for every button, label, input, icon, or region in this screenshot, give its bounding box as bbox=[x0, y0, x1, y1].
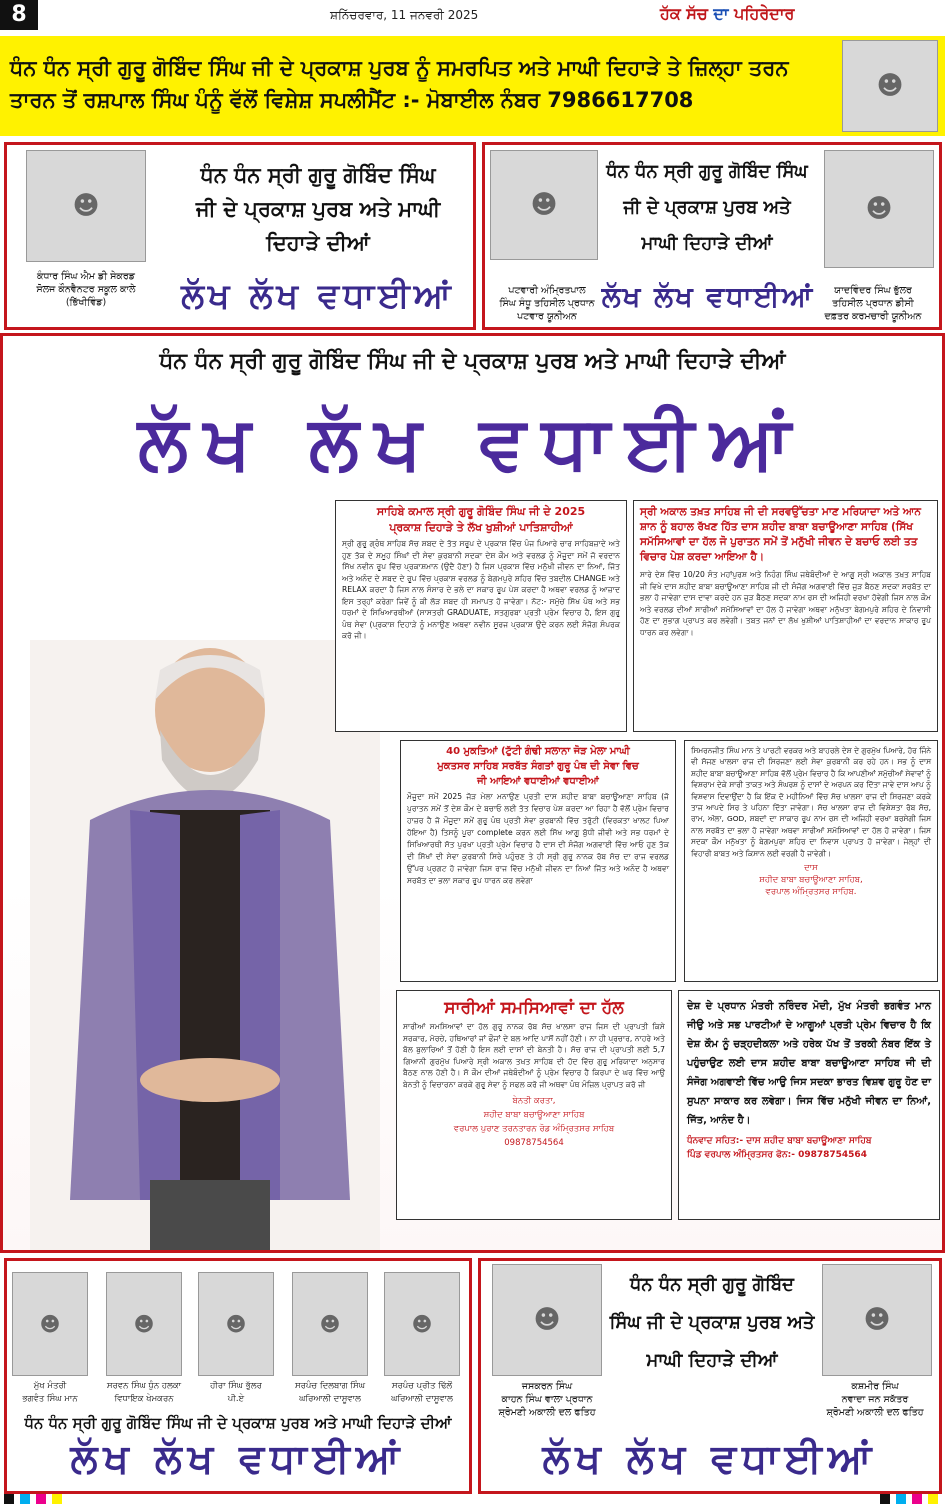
article-5-signature bbox=[403, 1094, 665, 1150]
article-1-title-line: ਸਾਹਿਬੇ ਕਮਾਲ ਸ੍ਰੀ ਗੁਰੂ ਗੋਬਿੰਦ ਸਿੰਘ ਜੀ ਦੇ 2025 bbox=[376, 505, 586, 518]
bottom-left-caption-line: ਵਿਧਾਇਕ ਖੇਮਕਰਨ bbox=[114, 1394, 174, 1404]
article-5 bbox=[396, 990, 672, 1220]
bottom-left-caption-line: ਪੀ.ਏ bbox=[227, 1394, 245, 1404]
bottom-right-headline-line: ਮਾਘੀ ਦਿਹਾੜੇ ਦੀਆਂ bbox=[646, 1350, 778, 1371]
bottom-left-photo: ☻ bbox=[106, 1272, 182, 1376]
bottom-right-caption-line: ਕਸ਼ਮੀਰ ਸਿੰਘ bbox=[851, 1381, 899, 1392]
registration-mark bbox=[4, 1494, 14, 1504]
bottom-left-caption bbox=[376, 1380, 468, 1406]
article-4-signature bbox=[691, 862, 931, 898]
registration-mark bbox=[36, 1494, 46, 1504]
ad-left-headline-line: ਜੀ ਦੇ ਪ੍ਰਕਾਸ਼ ਪੁਰਬ ਅਤੇ ਮਾਘੀ bbox=[195, 197, 441, 221]
ad-right-caption-line: ਪਟਵਾਰੀ ਅੰਮ੍ਰਿਤਪਾਲ bbox=[508, 285, 586, 296]
bottom-right-caption-line: ਕਾਹਨ ਸਿੰਘ ਵਾਲਾ ਪ੍ਰਧਾਨ bbox=[501, 1394, 593, 1405]
ad-right-caption-line: ਪਟਵਾਰ ਯੂਨੀਅਨ bbox=[517, 311, 577, 322]
bottom-left-photo: ☻ bbox=[384, 1272, 460, 1376]
article-4-signature-line: ਵਰਪਾਲ ਅੰਮ੍ਰਿਤਸਰ ਸਾਹਿਬ. bbox=[765, 887, 857, 898]
article-4-signature-line: ਦਾਸ bbox=[804, 863, 818, 874]
article-5-title: ਸਾਰੀਆਂ ਸਮਸਿਆਵਾਂ ਦਾ ਹੱਲ bbox=[444, 998, 624, 1018]
bottom-right-photo-right: ☻ bbox=[822, 1264, 932, 1376]
issue-date: ਸ਼ਨਿੱਚਰਵਾਰ, 11 ਜਨਵਰੀ 2025 bbox=[330, 8, 479, 22]
article-4-signature-line: ਸ਼ਹੀਦ ਬਾਬਾ ਬਚਾਊਆਣਾ ਸਾਹਿਬ, bbox=[759, 875, 863, 886]
bottom-left-caption bbox=[284, 1380, 376, 1406]
article-6-signature bbox=[687, 1134, 931, 1162]
bottom-left-caption-line: ਸਰਪੰਚ ਪ੍ਰੀਤ ਢਿੱਲੋਂ bbox=[391, 1381, 453, 1391]
article-1-title-line: ਪ੍ਰਕਾਸ਼ ਦਿਹਾੜੇ ਤੇ ਲੱਖ ਖੁਸ਼ੀਆਂ ਪਾਤਿਸ਼ਾਹੀਆਂ bbox=[389, 521, 573, 534]
ad-right-headline-line: ਧੰਨ ਧੰਨ ਸ੍ਰੀ ਗੁਰੂ ਗੋਬਿੰਦ ਸਿੰਘ bbox=[606, 161, 808, 182]
article-6-signature-line: ਧੰਨਵਾਦ ਸਹਿਤ:- ਦਾਸ ਸ਼ਹੀਦ ਬਾਬਾ ਬਚਾਊਆਣਾ ਸਾਹਿਬ bbox=[687, 1136, 872, 1146]
article-1 bbox=[335, 500, 627, 732]
ad-left-headline bbox=[168, 158, 468, 260]
article-4 bbox=[684, 740, 938, 982]
masthead-part-3: ਪਹਿਰੇਦਾਰ bbox=[734, 4, 795, 23]
main-portrait-photo bbox=[30, 640, 380, 1250]
registration-mark bbox=[880, 1494, 890, 1504]
bottom-left-caption-line: ਸਰਪੰਚ ਦਿਲਬਾਗ ਸਿੰਘ bbox=[294, 1381, 366, 1391]
article-5-signature-line: ਬੇਨਤੀ ਕਰਤਾ, bbox=[512, 1096, 556, 1106]
article-5-signature-line: 09878754564 bbox=[504, 1138, 564, 1148]
bottom-right-caption-left bbox=[480, 1380, 614, 1419]
ad-right-photo-left: ☻ bbox=[490, 150, 598, 260]
bottom-left-caption-line: ਮੁੱਖ ਮੰਤਰੀ bbox=[33, 1381, 67, 1391]
article-3-title-line: 40 ਮੁਕਤਿਆਂ (ਟੁੱਟੀ ਗੰਢੀ ਸਲਾਨਾ ਜੋੜ ਮੇਲਾ ਮਾਘੀ bbox=[446, 746, 630, 757]
masthead bbox=[660, 4, 794, 24]
bottom-left-caption bbox=[190, 1380, 282, 1406]
ad-right-headline-line: ਮਾਘੀ ਦਿਹਾੜੇ ਦੀਆਂ bbox=[641, 233, 773, 254]
bottom-right-caption-line: ਜਸਕਰਨ ਸਿੰਘ bbox=[521, 1381, 573, 1392]
ad-left-wish: ਲੱਖ ਲੱਖ ਵਧਾਈਆਂ bbox=[181, 276, 455, 316]
bottom-right-caption-right bbox=[808, 1380, 942, 1419]
bottom-left-caption-line: ਭਗਵੰਤ ਸਿੰਘ ਮਾਨ bbox=[22, 1394, 78, 1404]
ad-right-caption-line: ਸਿੰਘ ਸੰਧੂ ਤਹਿਸੀਲ ਪ੍ਰਧਾਨ bbox=[499, 298, 595, 309]
article-5-body: ਸਾਰੀਆਂ ਸਮਸਿਆਵਾਂ ਦਾ ਹੱਲ ਗੁਰੂ ਨਾਨਕ ਰੱਬ ਸੱਚ ਖਾਲਸਾ ਰਾਜ ਜਿਸ ਦੀ ਪ੍ਰਾਪਤੀ ਕਿਸੇ ਸਰਕਾਰ, ਮੋਰਚੇ, ਹਥਿਆਰਾਂ ਜਾਂ ਫੌਜਾਂ ਦੇ ਬਲ ਆਦਿ ਪਾਸੋਂ ਨਹੀਂ ਹੋਣੀ। ਨਾ ਹੀ ਪ੍ਰਚਾਰ, ਨਾਹਰੇ ਅਤੇ ਬੋਲ ਬੁਲਾਰਿਆਂ ਤੋਂ ਹੋਣੀ ਹੈ ਇਸ ਲਈ ਦਾਸਾਂ ਦੀ ਬੇਨਤੀ ਹੈ। ਸੱਚ ਰਾਜ ਦੀ ਪ੍ਰਾਪਤੀ ਲਈ 5,7 ਗਿਆਨੀ ਗੁਰਮੁੱਖ ਪਿਆਰੇ ਸ੍ਰੀ ਅਕਾਲ ਤਖ਼ਤ ਸਾਹਿਬ ਦੀ ਹੱਦ ਵਿੱਚ ਗੁਰੂ ਮਰਿਯਾਦਾ ਅਨੁਸਾਰ ਬੈਠਣ ਨਾਲ ਹੋਣੀ ਹੈ। ਸੋ ਕੌਮ ਦੀਆਂ ਜਥੇਬੰਦੀਆਂ ਨੂੰ ਪ੍ਰੇਮ ਵਿਚਾਰ ਹੈ ਕਿਰਪਾ ਦੇ ਘਰ ਵਿੱਚ ਆਉ ਬੇਨਤੀ ਨੂੰ ਵਿਚਾਰਨਾ ਕਰਕੇ ਗੁਰੂ ਸੇਵਾ ਨੂੰ ਸਫਲ ਕਰੋ ਜੀ ਅਥਵਾ ਪੰਥ ਮੰਜ਼ਿਲ ਪ੍ਰਾਪਤ ਕਰੋ ਜੀ bbox=[403, 1022, 665, 1089]
registration-mark bbox=[20, 1494, 30, 1504]
article-2-body: ਸਾਰੇ ਦੇਸ਼ ਵਿੱਚ 10/20 ਸੰਤ ਮਹਾਂਪੁਰਸ਼ ਅਤੇ ਨਿਹੰਗ ਸਿੰਘ ਜਥੇਬੰਦੀਆਂ ਦੇ ਆਗੂ ਸ੍ਰੀ ਅਕਾਲ ਤਖ਼ਤ ਸਾਹਿਬ ਜੀ ਵਿਖੇ ਦਾਸ ਸ਼ਹੀਦ ਬਾਬਾ ਬਚਾਊਆਣਾ ਸਾਹਿਬ ਜੀ ਦੀ ਸੰਜੋਗ ਅਗਵਾਈ ਵਿੱਚ ਜੁੜ ਬੈਠਣ ਸਦਕਾ ਸਰਬੱਤ ਦਾ ਭਲਾ ਹੋ ਜਾਵੇਗਾ ਦਾਸ ਦਾਵਾ ਕਰਦੇ ਹਨ ਜੁੜ ਬੈਠਣ ਸਦਕਾ ਨਾਮ ਰਸ ਦੀ ਅਜਿਹੀ ਵਰਖਾ ਹੋਵੇਗੀ ਜਿਸ ਨਾਲ ਕੌਮ ਅਤੇ ਵਰਲਡ ਦੀਆਂ ਸਾਰੀਆਂ ਸਮੱਸਿਆਵਾਂ ਦਾ ਹੱਲ ਹੋ ਜਾਵੇਗਾ ਅਥਵਾ ਮਨੁੱਖਤਾ ਬੇਗਮਪੁਰੇ ਸ਼ਹਿਰ ਦੇ ਨਿਵਾਸੀ ਹੋਣ ਦਾ ਸੁਭਾਗ ਪ੍ਰਾਪਤ ਕਰ ਲਵੇਗੀ। ਤਬਤ ਜਨਾਂ ਦਾ ਲੱਖ ਖੁਸ਼ੀਆਂ ਪਾਤਿਸ਼ਾਹੀਆਂ ਦਾ ਵਰਦਾਨ ਸਾਕਾਰ ਰੂਪ ਧਾਰਨ ਕਰ ਲਵੇਗਾ। bbox=[640, 570, 931, 637]
article-6-signature-line: ਪਿੰਡ ਵਰਪਾਲ ਅੰਮ੍ਰਿਤਸਰ ਫੋਨ:- 09878754564 bbox=[687, 1150, 867, 1160]
bottom-left-caption bbox=[4, 1380, 96, 1406]
ad-right-caption-line: ਯਾਦਵਿੰਦਰ ਸਿੰਘ ਭੁੱਲਰ bbox=[834, 285, 912, 296]
bottom-right-wish: ਲੱਖ ਲੱਖ ਵਧਾਈਆਂ bbox=[542, 1436, 878, 1482]
ad-right-headline bbox=[604, 154, 810, 262]
registration-mark bbox=[52, 1494, 62, 1504]
ad-right-photo-right: ☻ bbox=[824, 150, 934, 268]
bottom-right-caption-line: ਸ਼੍ਰੋਮਣੀ ਅਕਾਲੀ ਦਲ ਫਤਿਹ bbox=[826, 1407, 924, 1418]
masthead-part-1: ਹੱਕ ਸੱਚ bbox=[660, 4, 714, 23]
bottom-right-headline bbox=[608, 1266, 816, 1380]
ad-left-caption bbox=[6, 270, 166, 309]
registration-mark bbox=[928, 1494, 938, 1504]
main-headline: ਧੰਨ ਧੰਨ ਸ੍ਰੀ ਗੁਰੂ ਗੋਬਿੰਦ ਸਿੰਘ ਜੀ ਦੇ ਪ੍ਰਕਾਸ਼ ਪੁਰਬ ਅਤੇ ਮਾਘੀ ਦਿਹਾੜੇ ਦੀਆਂ bbox=[159, 349, 786, 374]
banner-portrait-photo: ☻ bbox=[842, 40, 938, 132]
registration-mark bbox=[912, 1494, 922, 1504]
bottom-left-caption-line: ਸਰਵਨ ਸਿੰਘ ਧੁੰਨ ਹਲਕਾ bbox=[106, 1381, 182, 1391]
bottom-left-caption-line: ਘਰਿਆਲੀ ਦਾਸੂਵਾਲ bbox=[299, 1394, 361, 1404]
ad-left-photo: ☻ bbox=[26, 150, 146, 262]
bottom-right-headline-line: ਧੰਨ ਧੰਨ ਸ੍ਰੀ ਗੁਰੂ ਗੋਬਿੰਦ bbox=[630, 1274, 794, 1295]
article-3-title-line: ਮੁਕਤਸਰ ਸਾਹਿਬ ਸਰਬੱਤ ਸੰਗਤਾਂ ਗੁਰੂ ਪੰਥ ਦੀ ਸੇਵਾ ਵਿਚ bbox=[437, 761, 639, 772]
article-3-body: ਮੌਜੂਦਾ ਸਮੇਂ 2025 ਜੋੜ ਮੇਲਾ ਮਨਾਉਣ ਪ੍ਰਤੀ ਦਾਸ ਸ਼ਹੀਦ ਬਾਬਾ ਬਚਾਊਆਣਾ ਸਾਹਿਬ (ਜੋ ਪੁਰਾਤਨ ਸਮੇਂ ਤੋਂ ਦੇਸ਼ ਕੌਮ ਦੇ ਬਚਾਓ ਲਈ ਤੱਤ ਵਿਚਾਰ ਪੇਸ਼ ਕਰਦਾ ਆ ਰਿਹਾ ਹੈ ਵੱਲੋਂ ਪ੍ਰੇਮ ਵਿਚਾਰ ਹਾਜ਼ਰ ਹੈ ਜੋ ਮੌਜੂਦਾ ਸਮੇਂ ਗੁਰੂ ਪੰਥ ਪ੍ਰਤੀ ਸੇਵਾ ਕੁਰਬਾਨੀ ਵਿੱਚ ਤਰੁੱਟੀ (ਵਿਰਕਤਾ ਖਾਲਟ ਪਿਆ ਹੋਇਆ ਹੈ) ਤਿਸਨੂੰ ਪੂਰਾ complete ਕਰਨ ਲਈ ਸਿੱਖ ਆਗੂ ਬੁੱਧੀ ਜੀਵੀ ਅਤੇ ਸਭ ਧਰਮਾਂ ਦੇ ਸਿਖਿਆਰਥੀ ਸੱਤ ਪੁਰਖਾ ਪ੍ਰਤੀ ਪ੍ਰੇਮ ਵਿਚਾਰ ਹੈ ਦਾਸ ਦੀ ਸੰਜੋਗ ਅਗਵਾਈ ਵਿੱਚ ਆਓ ਹੁਣ ਤੱਕ ਦੀ ਸਿੱਖਾਂ ਦੀ ਸੇਵਾ ਕੁਰਬਾਨੀ ਸਿਰੇ ਪਹੁੰਚਣ ਤੇ ਹੀ ਸ੍ਰੀ ਗੁਰੂ ਨਾਨਕ ਰੱਬ ਸੱਚ ਦਾ ਰਾਜ ਵਰਲਡ ਉੱਪਰ ਪ੍ਰਗਟ ਹੋ ਜਾਵੇਗਾ ਜਿਸ ਰਾਜ ਵਿੱਚ ਮਨੁੱਖੀ ਜੀਵਨ ਦਾ ਨਿਆਂ ਜਿੱਤ ਅਤੇ ਅਨੰਦ ਹੈ ਅਥਵਾ ਸਰਬੱਤ ਦਾ ਭਲਾ ਸਕਾਰ ਰੂਪ ਧਾਰਨ ਕਰ ਲਵੇਗਾ bbox=[407, 792, 669, 885]
ad-left-caption-line: (ਭਿੱਖੀਵਿੰਡ) bbox=[65, 297, 107, 308]
supplement-banner-text: ਧੰਨ ਧੰਨ ਸ੍ਰੀ ਗੁਰੂ ਗੋਬਿੰਦ ਸਿੰਘ ਜੀ ਦੇ ਪ੍ਰਕਾਸ਼ ਪੁਰਬ ਨੂੰ ਸਮਰਪਿਤ ਅਤੇ ਮਾਘੀ ਦਿਹਾੜੇ ਤੇ ਜ਼ਿਲ੍ਹਾ ਤਰਨ ਤਾਰਨ ਤੋਂ ਰਸ਼ਪਾਲ ਸਿੰਘ ਪੰਨੂੰ ਵੱਲੋਂ ਵਿਸ਼ੇਸ਼ ਸਪਲੀਮੈਂਟ :- ਮੋਬਾਈਲ ਨੰਬਰ 7986617708 bbox=[10, 56, 789, 112]
bottom-left-caption-line: ਹੀਰਾ ਸਿੰਘ ਭੁੱਲਰ bbox=[210, 1381, 262, 1391]
ad-left-headline-line: ਦਿਹਾੜੇ ਦੀਆਂ bbox=[266, 231, 370, 255]
bottom-left-photo: ☻ bbox=[292, 1272, 368, 1376]
main-big-wish: ਲੱਖ ਲੱਖ ਵਧਾਈਆਂ bbox=[138, 400, 807, 486]
article-6-body: ਦੇਸ਼ ਦੇ ਪ੍ਰਧਾਨ ਮੰਤਰੀ ਨਰਿੰਦਰ ਮੋਦੀ, ਮੁੱਖ ਮੰਤਰੀ ਭਗਵੰਤ ਮਾਨ ਜੀਉ ਅਤੇ ਸਭ ਪਾਰਟੀਆਂ ਦੇ ਆਗੂਆਂ ਪ੍ਰਤੀ ਪ੍ਰੇਮ ਵਿਚਾਰ ਹੈ ਕਿ ਦੇਸ਼ ਕੌਮ ਨੂੰ ਚੜ੍ਹਦੀਕਲਾ ਅਤੇ ਹਰੇਕ ਪੱਖ ਤੋਂ ਤਰਕੀ ਨੰਬਰ ਇੱਕ ਤੇ ਪਹੁੰਚਾਉਣ ਲਈ ਦਾਸ ਸ਼ਹੀਦ ਬਾਬਾ ਬਚਾਊਆਣਾ ਸਾਹਿਬ ਜੀ ਦੀ ਸੰਜੋਗ ਅਗਵਾਈ ਵਿੱਚ ਆਉ ਜਿਸ ਸਦਕਾ ਭਾਰਤ ਵਿਸ਼ਵ ਗੁਰੂ ਹੋਣ ਦਾ ਸੁਪਨਾ ਸਾਕਾਰ ਕਰ ਲਵੇਗਾ। ਜਿਸ ਵਿੱਚ ਮਨੁੱਖੀ ਜੀਵਨ ਦਾ ਨਿਆਂ, ਜਿੱਤ, ਆਨੰਦ ਹੈ। bbox=[687, 1001, 931, 1126]
bottom-right-headline-line: ਸਿੰਘ ਜੀ ਦੇ ਪ੍ਰਕਾਸ਼ ਪੁਰਬ ਅਤੇ bbox=[609, 1312, 815, 1333]
article-3 bbox=[400, 740, 676, 982]
article-2-title: ਸ੍ਰੀ ਅਕਾਲ ਤਖ਼ਤ ਸਾਹਿਬ ਜੀ ਦੀ ਸਰਵਉੱਚਤਾ ਮਾਣ ਮਰਿਯਾਦਾ ਅਤੇ ਆਨ ਸ਼ਾਨ ਨੂੰ ਬਹਾਲ ਰੱਖਣ ਹਿੱਤ ਦਾਸ ਸ਼ਹੀਦ ਬਾਬਾ ਬਚਾਊਆਣਾ ਸਾਹਿਬ (ਸਿੱਖ ਸਮੱਸਿਆਵਾਂ ਦਾ ਹੱਲ ਜੋ ਪੁਰਾਤਨ ਸਮੇਂ ਤੋਂ ਮਨੁੱਖੀ ਜੀਵਨ ਦੇ ਬਚਾਓ ਲਈ ਤਤ ਵਿਚਾਰ ਪੇਸ਼ ਕਰਦਾ ਆਇਆ ਹੈ। bbox=[640, 506, 921, 563]
bottom-left-photo: ☻ bbox=[198, 1272, 274, 1376]
ad-right-caption-line: ਤਹਿਸੀਲ ਪ੍ਰਧਾਨ ਡੀਸੀ bbox=[832, 298, 914, 309]
bottom-left-headline: ਧੰਨ ਧੰਨ ਸ੍ਰੀ ਗੁਰੂ ਗੋਬਿੰਦ ਸਿੰਘ ਜੀ ਦੇ ਪ੍ਰਕਾਸ਼ ਪੁਰਬ ਅਤੇ ਮਾਘੀ ਦਿਹਾੜੇ ਦੀਆਂ bbox=[24, 1414, 452, 1432]
bottom-right-photo-left: ☻ bbox=[492, 1264, 602, 1376]
bottom-left-caption-line: ਘਰਿਆਲੀ ਦਾਸੂਵਾਲ bbox=[391, 1394, 453, 1404]
registration-mark bbox=[896, 1494, 906, 1504]
bottom-left-wish: ਲੱਖ ਲੱਖ ਵਧਾਈਆਂ bbox=[70, 1436, 406, 1482]
ad-right-wish: ਲੱਖ ਲੱਖ ਵਧਾਈਆਂ bbox=[601, 280, 815, 313]
bottom-right-caption-line: ਸ਼੍ਰੋਮਣੀ ਅਕਾਲੀ ਦਲ ਫਤਿਹ bbox=[498, 1407, 596, 1418]
bottom-left-caption bbox=[98, 1380, 190, 1406]
article-3-title-line: ਜੀ ਆਇਆਂ ਵਧਾਈਆਂ ਵਧਾਈਆਂ bbox=[477, 776, 599, 787]
ad-left-caption-line: ਕੰਧਾਰ ਸਿੰਘ ਐਮ ਡੀ ਸੇਕਰਡ bbox=[37, 271, 135, 282]
masthead-part-2: ਦਾ bbox=[713, 4, 735, 23]
ad-right-headline-line: ਜੀ ਦੇ ਪ੍ਰਕਾਸ਼ ਪੁਰਬ ਅਤੇ bbox=[623, 197, 791, 218]
bottom-right-caption-line: ਨਵਾਦਾ ਜਨ ਸਕੱਤਰ bbox=[841, 1394, 909, 1405]
article-1-body: ਸ੍ਰੀ ਗੁਰੂ ਗ੍ਰੰਥ ਸਾਹਿਬ ਸੱਚ ਸ਼ਬਦ ਦੇ ਤੱਤ ਸਰੂਪ ਦੇ ਪ੍ਰਕਾਸ਼ ਵਿੱਚ ਪੰਜ ਪਿਆਰੇ ਚਾਰ ਸਾਹਿਬਜ਼ਾਦੇ ਅਤੇ ਹੁਣ ਤੱਕ ਦੇ ਸਮੂਹ ਸਿੰਘਾਂ ਦੀ ਸੇਵਾ ਕੁਰਬਾਨੀ ਸਦਕਾ ਦੇਸ਼ ਕੌਮ ਅਤੇ ਵਰਲਡ ਨੂੰ ਮੌਜੂਦਾ ਸਮੇਂ ਜੋ ਵਰਦਾਨ ਸਿੱਖ ਨਵੀਨ ਰੂਪ ਵਿੱਚ ਪ੍ਰਕਾਸ਼ਮਾਨ (ਉਦੈ ਹੋਣਾ) ਹੈ ਜਿਸ ਪ੍ਰਕਾਸ਼ ਵਿੱਚ ਮਨੁੱਖੀ ਜੀਵਨ ਦਾ ਨਿਆਂ, ਜਿੱਤ ਅਤੇ ਅਨੰਦ ਦੇ ਸਬਦ ਦੇ ਰੂਪ ਵਿੱਚ ਪ੍ਰਕਾਸ਼ ਵਰਲਡ ਨੂੰ ਬੇਗਮਪੁਰੇ ਸ਼ਹਿਰ ਵਿੱਚ ਤਬਦੀਲ CHANGE ਅਤੇ RELAX ਕਰਦਾ ਹੈ ਜਿਸ ਨਾਲ ਸੰਸਾਰ ਦੇ ਭਲੇ ਦਾ ਸਕਾਰ ਰੂਪ ਪੇਸ਼ ਕਰਦਾ ਹੈ ਅਥਵਾ ਵਰਲਡ ਨੂੰ ਆਜ਼ਾਦ ਇਸ ਤਰ੍ਹਾਂ ਕਰੇਗਾ ਜਿਵੇਂ ਨੂੰ ਕੀ ਲੋੜ ਸ਼ਬਦ ਹੀ ਸਮਾਪਤ ਹੋ ਜਾਵੇਗਾ। ਨੋਟ:- ਸਮੁੱਚੇ ਸਿੱਖ ਪੰਥ ਅਤੇ ਸਭ ਧਰਮਾਂ ਦੇ ਸਿਖਿਆਰਥੀਆਂ (ਸਾਸਤਰੀ GRADUATE, ਸਤਗੁਰਬਾ ਪ੍ਰਤੀ ਪ੍ਰੇਮ ਵਿਚਾਰ ਹੈ, ਇਸ ਗੁਰੂ ਪੰਥ ਸੇਵਾ (ਪ੍ਰਕਾਸ਼ ਦਿਹਾੜੇ ਨੂੰ ਮਨਾਉਣ ਅਥਵਾ ਨਵੀਨ ਸੂਰਜ ਪ੍ਰਕਾਸ਼ ਉਦੇ ਕਰਨ ਲਈ ਸੰਜੋਗ ਸੰਪਰਕ ਕਰੋ ਜੀ। bbox=[342, 539, 620, 640]
article-6 bbox=[678, 990, 940, 1220]
ad-right-caption-right bbox=[806, 284, 940, 323]
page-number: 8 bbox=[0, 0, 38, 30]
bottom-left-photo: ☻ bbox=[12, 1272, 88, 1376]
article-5-signature-line: ਵਰਪਾਲ ਪੁਰਾਣ ਤਰਨਤਾਰਨ ਰੋਡ ਅੰਮ੍ਰਿਤਸਰ ਸਾਹਿਬ bbox=[453, 1124, 615, 1134]
ad-left-caption-line: ਸੋਲਜ ਕੌਨਵੈਨਟਰ ਸਕੂਲ ਕਾਲੇ bbox=[36, 284, 136, 295]
article-4-body: ਸਿਮਰਨਜੀਤ ਸਿੰਘ ਮਾਨ ਤੇ ਪਾਰਟੀ ਵਰਕਰ ਅਤੇ ਬਾਹਰਲੇ ਦੇਸ਼ ਦੇ ਗੁਰਮੁੱਖ ਪਿਆਰੇ, ਹੋਰ ਜਿੰਨੇ ਵੀ ਸੱਜਣ ਖਾਲਸਾ ਰਾਜ ਦੀ ਸਿਰਜਣਾ ਲਈ ਸੇਵਾ ਕੁਰਬਾਨੀ ਕਰ ਰਹੇ ਹਨ। ਸਭ ਨੂੰ ਦਾਸ ਸ਼ਹੀਦ ਬਾਬਾ ਬਚਾਊਆਣਾ ਸਾਹਿਬ ਵੱਲੋਂ ਪ੍ਰੇਮ ਵਿਚਾਰ ਹੈ ਕਿ ਆਪਣੀਆਂ ਸਮੁੱਚੀਆਂ ਸੇਵਾਵਾਂ ਨੂੰ ਵਿਸ਼ਰਾਮ ਦੇਕੇ ਸਾਰੀ ਤਾਕਤ ਅਤੇ ਸੰਘਰਸ਼ ਨੂੰ ਦਾਸਾਂ ਦੇ ਅਰਪਨ ਕਰ ਦਿੱਤਾ ਜਾਵੇ ਦਾਸ ਆਪ ਨੂੰ ਵਿਸ਼ਵਾਸ ਦਿਵਾਉਂਦਾ ਹੈ ਕਿ ਇੱਕ ਦੋ ਮਹੀਨਿਆਂ ਵਿੱਚ ਸੱਚ ਖਾਲਸਾ ਰਾਜ ਦੀ ਸਿਰਜਣਾ ਕਰਕੇ ਤਾਜ ਆਪਦੇ ਸਿਰ ਤੇ ਪਹਿਨਾ ਦਿੱਤਾ ਜਾਵੇਗਾ। ਸੱਚ ਖਾਲਸਾ ਰਾਜ ਦੀ ਵਿਸ਼ੇਸ਼ਤਾ ਰੱਬ ਸੱਚ, ਰਾਮ, ਅੱਲਾ, GOD, ਸ਼ਬਦਾਂ ਦਾ ਸਾਕਾਰ ਰੂਪ ਨਾਮ ਰਸ ਦੀ ਅਜਿਹੀ ਵਰਖਾ ਬਰਸੇਗੀ ਜਿਸ ਨਾਲ ਸਰਬੱਤ ਦਾ ਭਲਾ ਹੋ ਜਾਵੇਗਾ ਅਥਵਾ ਸਾਰੀਆਂ ਸਮੱਸਿਆਵਾਂ ਦਾ ਹੱਲ ਹੋ ਜਾਵੇਗਾ। ਜਿਸ ਸਦਕਾ ਕੌਮ ਮਨੁੱਖਤਾ ਨੂੰ ਬੇਗਮਪੁਰਾ ਸ਼ਹਿਰ ਦਾ ਨਿਵਾਸ ਪ੍ਰਾਪਤ ਹੋ ਜਾਵੇਗਾ। ਜੇਲ੍ਹਾਂ ਦੀ ਵਿਹਾਰੀ ਬਾਬਤ ਅਤੇ ਕਿਸਾਨ ਲਈ ਵਰਗੀ ਹੈ ਜਾਵੇਗੀ। bbox=[691, 746, 931, 858]
article-5-signature-line: ਸ਼ਹੀਦ ਬਾਬਾ ਬਚਾਊਆਣਾ ਸਾਹਿਬ bbox=[483, 1110, 585, 1120]
ad-right-caption-line: ਦਫ਼ਤਰ ਕਰਮਚਾਰੀ ਯੂਨੀਅਨ bbox=[824, 311, 922, 322]
ad-left-headline-line: ਧੰਨ ਧੰਨ ਸ੍ਰੀ ਗੁਰੂ ਗੋਬਿੰਦ ਸਿੰਘ bbox=[200, 163, 436, 187]
article-2 bbox=[633, 500, 938, 732]
